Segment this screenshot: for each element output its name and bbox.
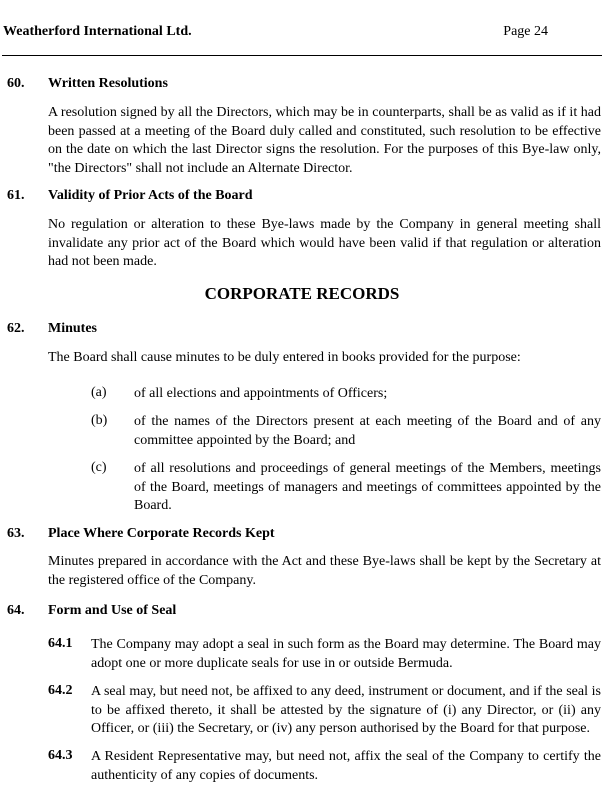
subsection-text: A Resident Representative may, but need not, affix the seal of the Company to certify the authenticity of any copies of documents. xyxy=(91,749,601,783)
subsection-number: 64.1 xyxy=(48,636,73,651)
subsection-number: 64.3 xyxy=(48,748,73,763)
section-number: 60. xyxy=(7,76,25,91)
list-item-label: (a) xyxy=(91,385,107,400)
section-text: Minutes prepared in accordance with the Act and these Bye-laws shall be kept by the Secretary at the registered office of the Company. xyxy=(48,554,601,588)
list-item-label: (b) xyxy=(91,413,108,428)
company-name: Weatherford International Ltd. xyxy=(3,24,192,39)
section-title: Validity of Prior Acts of the Board xyxy=(48,188,253,203)
section-number: 63. xyxy=(7,526,25,541)
list-item-text: of all elections and appointments of Officers; xyxy=(134,386,388,401)
section-text: No regulation or alteration to these Bye-laws made by the Company in general meeting shall invalidate any prior act of the Board which would have been valid if that regulation or alteration had not been made. xyxy=(48,217,601,269)
section-number: 64. xyxy=(7,603,25,618)
subsection-number: 64.2 xyxy=(48,683,73,698)
section-number: 61. xyxy=(7,188,25,203)
list-item-label: (c) xyxy=(91,460,107,475)
section-title: Minutes xyxy=(48,321,97,336)
section-title: Place Where Corporate Records Kept xyxy=(48,526,275,541)
section-text: A resolution signed by all the Directors, which may be in counterparts, shall be as valid as if it had been passed at a meeting of the Board duly called and constituted, such resolution to be effective on the date on which the last Director signs the resolution. For the purposes of this Bye-law only, "the Directors" shall not include an Alternate Director. xyxy=(48,105,601,176)
list-item-text: of the names of the Directors present at each meeting of the Board and of any committee appointed by the Board; and xyxy=(134,414,601,448)
header-rule xyxy=(2,55,602,56)
section-title: Written Resolutions xyxy=(48,76,168,91)
list-item-text: of all resolutions and proceedings of general meetings of the Members, meetings of the Board, meetings of managers and meetings of committees appointed by the Board. xyxy=(134,461,601,513)
section-title: Form and Use of Seal xyxy=(48,603,177,618)
subsection-text: The Company may adopt a seal in such form as the Board may determine. The Board may adopt one or more duplicate seals for use in or outside Bermuda. xyxy=(91,637,601,671)
page-number: Page 24 xyxy=(503,24,548,39)
page-header xyxy=(3,24,596,44)
section-text: The Board shall cause minutes to be duly entered in books provided for the purpose: xyxy=(48,350,521,365)
chapter-title: CORPORATE RECORDS xyxy=(204,284,400,303)
subsection-text: A seal may, but need not, be affixed to any deed, instrument or document, and if the seal is to be affixed thereto, it shall be attested by the signature of (i) any Director, or (ii) any Officer, or (iii) the Secretary, or (iv) any person authorised by the Board for that purpose. xyxy=(91,684,601,736)
section-number: 62. xyxy=(7,321,25,336)
